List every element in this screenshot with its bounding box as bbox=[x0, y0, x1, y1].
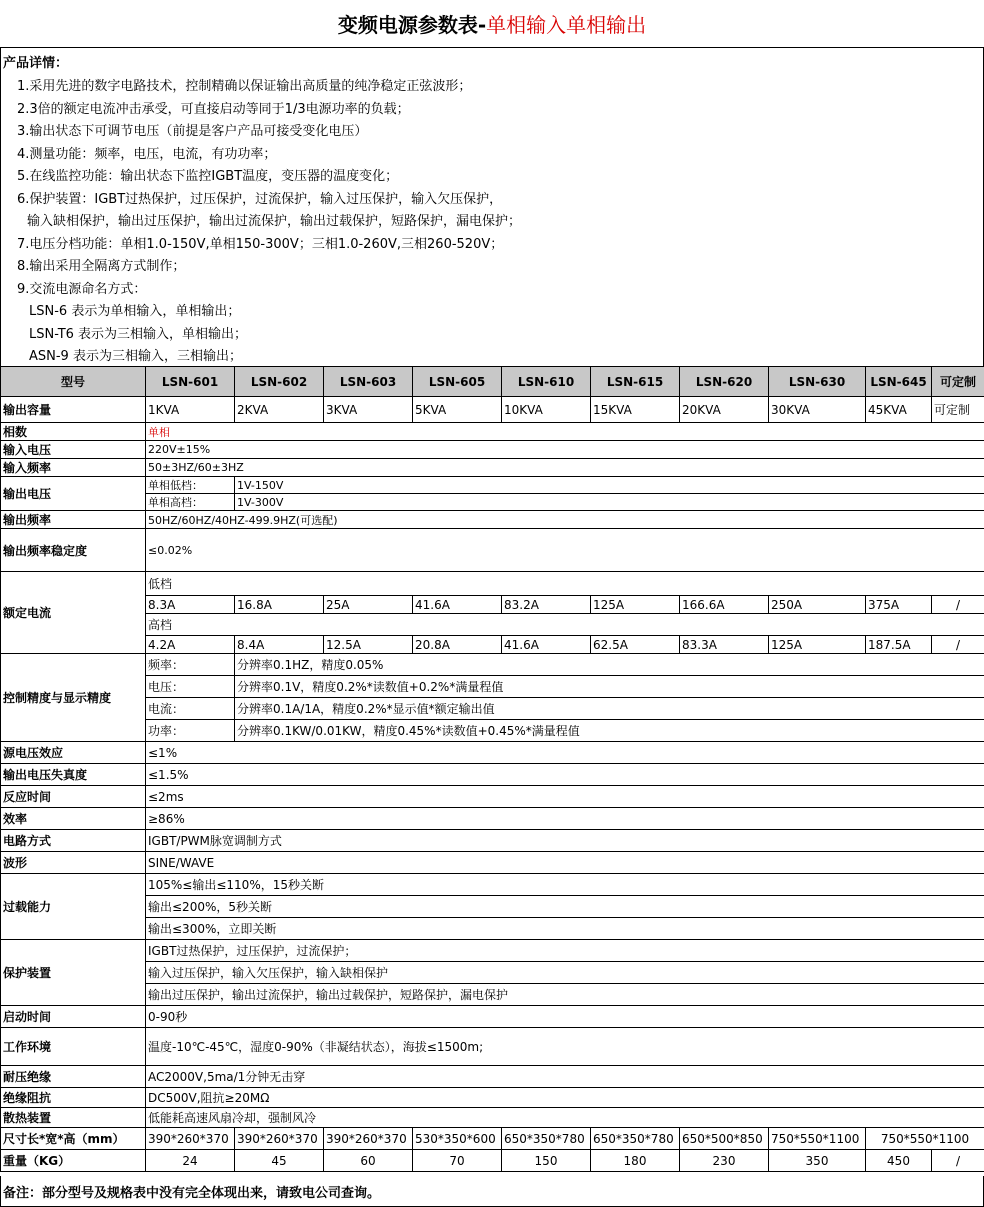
row-label: 电路方式 bbox=[1, 830, 146, 852]
row-label: 输出频率稳定度 bbox=[1, 529, 146, 572]
table-row bbox=[1, 1150, 984, 1172]
table-cell: ≤1% bbox=[146, 742, 984, 764]
table-cell: 3KVA bbox=[324, 397, 413, 423]
table-cell: ≥86% bbox=[146, 808, 984, 830]
table-cell: 30KVA bbox=[769, 397, 866, 423]
table-cell: 温度-10℃-45℃，湿度0-90%（非凝结状态），海拔≤1500m; bbox=[146, 1028, 984, 1066]
table-cell: 16.8A bbox=[235, 596, 324, 614]
row-label: 输出电压 bbox=[1, 477, 146, 511]
row-label: 耐压绝缘 bbox=[1, 1066, 146, 1088]
table-cell: 20.8A bbox=[413, 636, 502, 654]
table-cell: 390*260*370 bbox=[324, 1128, 413, 1150]
table-row bbox=[1, 1108, 984, 1128]
row-label: 控制精度与显示精度 bbox=[1, 654, 146, 742]
page-title bbox=[0, 0, 984, 48]
row-label: 输入电压 bbox=[1, 441, 146, 459]
table-cell: 70 bbox=[413, 1150, 502, 1172]
table-cell: 750*550*1100 bbox=[866, 1128, 984, 1150]
details-heading: 产品详情： bbox=[3, 56, 69, 71]
table-row bbox=[1, 572, 984, 596]
table-cell: 41.6A bbox=[502, 636, 591, 654]
table-cell: IGBT过热保护，过压保护，过流保护； bbox=[146, 940, 984, 962]
table-row bbox=[1, 808, 984, 830]
header-cell: 可定制 bbox=[932, 367, 984, 397]
detail-line: 5.在线监控功能：输出状态下监控IGBT温度，变压器的温度变化； bbox=[17, 169, 399, 184]
table-cell: 1V-300V bbox=[235, 494, 984, 511]
table-cell: 电压： bbox=[146, 676, 235, 698]
table-cell: / bbox=[932, 596, 984, 614]
table-cell: 350 bbox=[769, 1150, 866, 1172]
table-cell: 150 bbox=[502, 1150, 591, 1172]
detail-line: 8.输出采用全隔离方式制作； bbox=[17, 259, 186, 274]
row-label: 输入频率 bbox=[1, 459, 146, 477]
table-row bbox=[1, 1088, 984, 1108]
table-cell: 650*500*850 bbox=[680, 1128, 769, 1150]
table-row bbox=[1, 397, 984, 423]
table-cell: 4.2A bbox=[146, 636, 235, 654]
table-cell: 输出≤200%，5秒关断 bbox=[146, 896, 984, 918]
table-row bbox=[1, 852, 984, 874]
table-row bbox=[1, 529, 984, 572]
table-cell: 输出过压保护，输出过流保护，输出过载保护，短路保护，漏电保护 bbox=[146, 984, 984, 1006]
table-cell: 低档 bbox=[146, 572, 984, 596]
table-cell: 50HZ/60HZ/40HZ-499.9HZ(可选配) bbox=[146, 511, 984, 529]
table-cell: 0-90秒 bbox=[146, 1006, 984, 1028]
table-cell: 低能耗高速风扇冷却，强制风冷 bbox=[146, 1108, 984, 1128]
table-row bbox=[1, 1006, 984, 1028]
table-cell: 250A bbox=[769, 596, 866, 614]
header-cell: LSN-630 bbox=[769, 367, 866, 397]
detail-line: 4.测量功能：频率，电压，电流，有功功率； bbox=[17, 147, 277, 162]
table-row bbox=[1, 494, 984, 511]
table-cell: 60 bbox=[324, 1150, 413, 1172]
table-cell: 10KVA bbox=[502, 397, 591, 423]
table-cell: 180 bbox=[591, 1150, 680, 1172]
table-cell: 187.5A bbox=[866, 636, 932, 654]
header-cell: LSN-610 bbox=[502, 367, 591, 397]
table-row bbox=[1, 1066, 984, 1088]
detail-line: 输入缺相保护，输出过压保护，输出过流保护，输出过载保护，短路保护，漏电保护； bbox=[27, 214, 522, 229]
header-cell: LSN-603 bbox=[324, 367, 413, 397]
table-row bbox=[1, 1128, 984, 1150]
table-cell: 单相低档： bbox=[146, 477, 235, 494]
detail-line: ASN-9 表示为三相输入，三相输出； bbox=[29, 349, 242, 364]
row-label: 启动时间 bbox=[1, 1006, 146, 1028]
table-row bbox=[1, 698, 984, 720]
table-cell: 83.2A bbox=[502, 596, 591, 614]
row-label: 相数 bbox=[1, 423, 146, 441]
table-cell: 375A bbox=[866, 596, 932, 614]
row-label: 波形 bbox=[1, 852, 146, 874]
row-label: 尺寸长*宽*高（mm） bbox=[1, 1128, 146, 1150]
header-cell: 型号 bbox=[1, 367, 146, 397]
table-row bbox=[1, 720, 984, 742]
table-cell: 45KVA bbox=[866, 397, 932, 423]
table-cell: ≤2ms bbox=[146, 786, 984, 808]
row-label: 额定电流 bbox=[1, 572, 146, 654]
table-cell: AC2000V,5ma/1分钟无击穿 bbox=[146, 1066, 984, 1088]
table-row bbox=[1, 984, 984, 1006]
table-cell: 83.3A bbox=[680, 636, 769, 654]
table-row bbox=[1, 742, 984, 764]
spec-table bbox=[0, 366, 984, 1172]
table-cell: 25A bbox=[324, 596, 413, 614]
table-cell: 功率： bbox=[146, 720, 235, 742]
table-cell: 12.5A bbox=[324, 636, 413, 654]
detail-line: 7.电压分档功能：单相1.0-150V,单相150-300V；三相1.0-260V,三相260-520V； bbox=[17, 237, 504, 252]
table-row bbox=[1, 896, 984, 918]
table-row bbox=[1, 441, 984, 459]
table-cell: 105%≤输出≤110%，15秒关断 bbox=[146, 874, 984, 896]
row-label: 过载能力 bbox=[1, 874, 146, 940]
table-cell: 62.5A bbox=[591, 636, 680, 654]
detail-line: 9.交流电源命名方式： bbox=[17, 282, 147, 297]
table-cell: ≤0.02% bbox=[146, 529, 984, 572]
header-cell: LSN-620 bbox=[680, 367, 769, 397]
table-cell: IGBT/PWM脉宽调制方式 bbox=[146, 830, 984, 852]
table-cell: / bbox=[932, 636, 984, 654]
table-cell: 50±3HZ/60±3HZ bbox=[146, 459, 984, 477]
table-row bbox=[1, 511, 984, 529]
table-cell: DC500V,阻抗≥20MΩ bbox=[146, 1088, 984, 1108]
table-cell: 230 bbox=[680, 1150, 769, 1172]
table-cell: 2KVA bbox=[235, 397, 324, 423]
row-label: 源电压效应 bbox=[1, 742, 146, 764]
row-label: 效率 bbox=[1, 808, 146, 830]
table-cell: 分辨率0.1KW/0.01KW，精度0.45%*读数值+0.45%*满量程值 bbox=[235, 720, 984, 742]
row-label: 工作环境 bbox=[1, 1028, 146, 1066]
row-label: 保护装置 bbox=[1, 940, 146, 1006]
row-label: 反应时间 bbox=[1, 786, 146, 808]
table-cell: 125A bbox=[769, 636, 866, 654]
row-label: 输出频率 bbox=[1, 511, 146, 529]
table-cell: 390*260*370 bbox=[235, 1128, 324, 1150]
table-cell: 45 bbox=[235, 1150, 324, 1172]
title-sub: 单相输入单相输出 bbox=[486, 13, 647, 37]
row-label: 输出电压失真度 bbox=[1, 764, 146, 786]
table-cell: 220V±15% bbox=[146, 441, 984, 459]
table-row bbox=[1, 874, 984, 896]
table-cell: 24 bbox=[146, 1150, 235, 1172]
row-label: 绝缘阻抗 bbox=[1, 1088, 146, 1108]
table-cell: SINE/WAVE bbox=[146, 852, 984, 874]
table-cell: 输入过压保护，输入欠压保护，输入缺相保护 bbox=[146, 962, 984, 984]
footnote: 备注：部分型号及规格表中没有完全体现出来，请致电公司查询。 bbox=[0, 1176, 984, 1207]
header-cell: LSN-602 bbox=[235, 367, 324, 397]
header-cell: LSN-605 bbox=[413, 367, 502, 397]
product-details bbox=[0, 48, 984, 366]
header-cell: LSN-645 bbox=[866, 367, 932, 397]
table-cell: 20KVA bbox=[680, 397, 769, 423]
table-cell: 单相 bbox=[146, 423, 984, 441]
table-cell: 166.6A bbox=[680, 596, 769, 614]
header-row bbox=[1, 367, 984, 397]
row-label: 输出容量 bbox=[1, 397, 146, 423]
table-cell: 8.4A bbox=[235, 636, 324, 654]
table-cell: 41.6A bbox=[413, 596, 502, 614]
table-cell: 1V-150V bbox=[235, 477, 984, 494]
table-cell: 分辨率0.1A/1A，精度0.2%*显示值*额定输出值 bbox=[235, 698, 984, 720]
table-row bbox=[1, 596, 984, 614]
table-cell: 输出≤300%，立即关断 bbox=[146, 918, 984, 940]
table-cell: 分辨率0.1V，精度0.2%*读数值+0.2%*满量程值 bbox=[235, 676, 984, 698]
table-cell: 650*350*780 bbox=[591, 1128, 680, 1150]
table-cell: 5KVA bbox=[413, 397, 502, 423]
table-cell: 1KVA bbox=[146, 397, 235, 423]
header-cell: LSN-601 bbox=[146, 367, 235, 397]
row-label: 散热装置 bbox=[1, 1108, 146, 1128]
table-cell: 分辨率0.1HZ，精度0.05% bbox=[235, 654, 984, 676]
table-row bbox=[1, 764, 984, 786]
table-cell: 390*260*370 bbox=[146, 1128, 235, 1150]
detail-line: 2.3倍的额定电流冲击承受，可直接启动等同于1/3电源功率的负载； bbox=[17, 102, 410, 117]
table-row bbox=[1, 1028, 984, 1066]
table-cell: 530*350*600 bbox=[413, 1128, 502, 1150]
table-cell: 750*550*1100 bbox=[769, 1128, 866, 1150]
table-row bbox=[1, 423, 984, 441]
table-row bbox=[1, 676, 984, 698]
detail-line: 6.保护装置：IGBT过热保护，过压保护，过流保护，输入过压保护，输入欠压保护， bbox=[17, 192, 503, 207]
table-row bbox=[1, 459, 984, 477]
table-row bbox=[1, 918, 984, 940]
table-row bbox=[1, 940, 984, 962]
table-cell: 650*350*780 bbox=[502, 1128, 591, 1150]
table-cell: / bbox=[932, 1150, 984, 1172]
table-row bbox=[1, 636, 984, 654]
table-row bbox=[1, 614, 984, 636]
table-cell: 125A bbox=[591, 596, 680, 614]
table-cell: ≤1.5% bbox=[146, 764, 984, 786]
table-cell: 高档 bbox=[146, 614, 984, 636]
table-cell: 450 bbox=[866, 1150, 932, 1172]
table-cell: 单相高档： bbox=[146, 494, 235, 511]
row-label: 重量（KG） bbox=[1, 1150, 146, 1172]
table-cell: 电流： bbox=[146, 698, 235, 720]
detail-line: LSN-T6 表示为三相输入，单相输出； bbox=[29, 327, 248, 342]
table-cell: 可定制 bbox=[932, 397, 984, 423]
detail-line: 1.采用先进的数字电路技术，控制精确以保证输出高质量的纯净稳定正弦波形； bbox=[17, 79, 472, 94]
table-row bbox=[1, 962, 984, 984]
table-cell: 15KVA bbox=[591, 397, 680, 423]
table-cell: 频率： bbox=[146, 654, 235, 676]
title-main: 变频电源参数表- bbox=[337, 13, 487, 37]
table-cell: 8.3A bbox=[146, 596, 235, 614]
table-row bbox=[1, 477, 984, 494]
table-row bbox=[1, 830, 984, 852]
table-row bbox=[1, 654, 984, 676]
table-row bbox=[1, 786, 984, 808]
header-cell: LSN-615 bbox=[591, 367, 680, 397]
detail-line: LSN-6 表示为单相输入，单相输出； bbox=[29, 304, 241, 319]
detail-line: 3.输出状态下可调节电压（前提是客户产品可接受变化电压） bbox=[17, 124, 368, 139]
